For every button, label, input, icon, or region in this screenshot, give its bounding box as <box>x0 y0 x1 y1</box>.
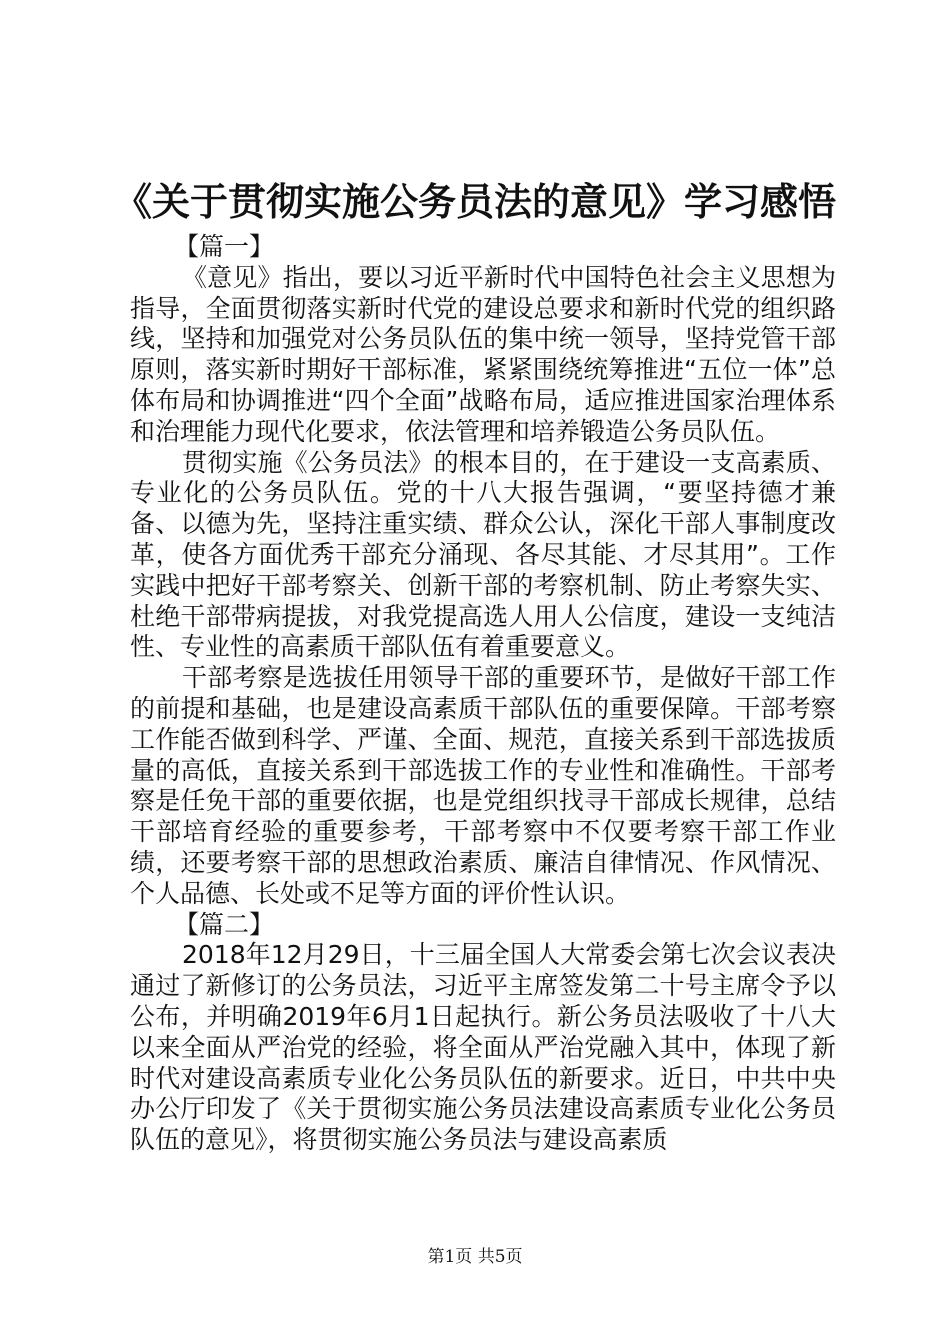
section-heading-1: 【篇一】 <box>174 232 275 261</box>
paragraph: 干部考察是选拔任用领导干部的重要环节，是做好干部工作的前提和基础，也是建设高素质干部队伍的重要保障。干部考察工作能否做到科学、严谨、全面、规范，直接关系到干部选拔质量的高低，直接关系到干部选拔工作的专业性和准确性。干部考察是任免干部的重要依据，也是党组织找寻干部成长规律，总结干部培育经验的重要参考，干部考察中不仅要考察干部工作业绩，还要考察干部的思想政治素质、廉洁自律情况、作风情况、个人品德、长处或不足等方面的评价性认识。 <box>130 663 836 908</box>
document-body <box>130 232 836 1156</box>
page-number-footer: 第1页 共5页 <box>427 1247 523 1267</box>
document-title: 《关于贯彻实施公务员法的意见》学习感悟 <box>113 179 836 224</box>
section-heading-2: 【篇二】 <box>174 909 275 939</box>
paragraph: 《意见》指出，要以习近平新时代中国特色社会主义思想为指导，全面贯彻落实新时代党的建设总要求和新时代党的组织路线，坚持和加强党对公务员队伍的集中统一领导，坚持党管干部原则，落实新时期好干部标准，紧紧围绕统筹推进“五位一体”总体布局和协调推进“四个全面”战略布局，适应推进国家治理体系和治理能力现代化要求，依法管理和培养锻造公务员队伍。 <box>130 262 836 446</box>
paragraph: 贯彻实施《公务员法》的根本目的，在于建设一支高素质、专业化的公务员队伍。党的十八大报告强调，“要坚持德才兼备、以德为先，坚持注重实绩、群众公认，深化干部人事制度改革，使各方面优秀干部充分涌现、各尽其能、才尽其用”。工作实践中把好干部考察关、创新干部的考察机制、防止考察失实、杜绝干部带病提拔，对我党提高选人用人公信度，建设一支纯洁性、专业性的高素质干部队伍有着重要意义。 <box>130 447 836 662</box>
paragraph: 2018年12月29日，十三届全国人大常委会第七次会议表决通过了新修订的公务员法，习近平主席签发第二十号主席令予以公布，并明确2019年6月1日起执行。新公务员法吸收了十八大以来全面从严治党的经验，将全面从严治党融入其中，体现了新时代对建设高素质专业化公务员队伍的新要求。近日，中共中央办公厅印发了《关于贯彻实施公务员法建设高素质专业化公务员队伍的意见》，将贯彻实施公务员法与建设高素质 <box>130 940 836 1155</box>
